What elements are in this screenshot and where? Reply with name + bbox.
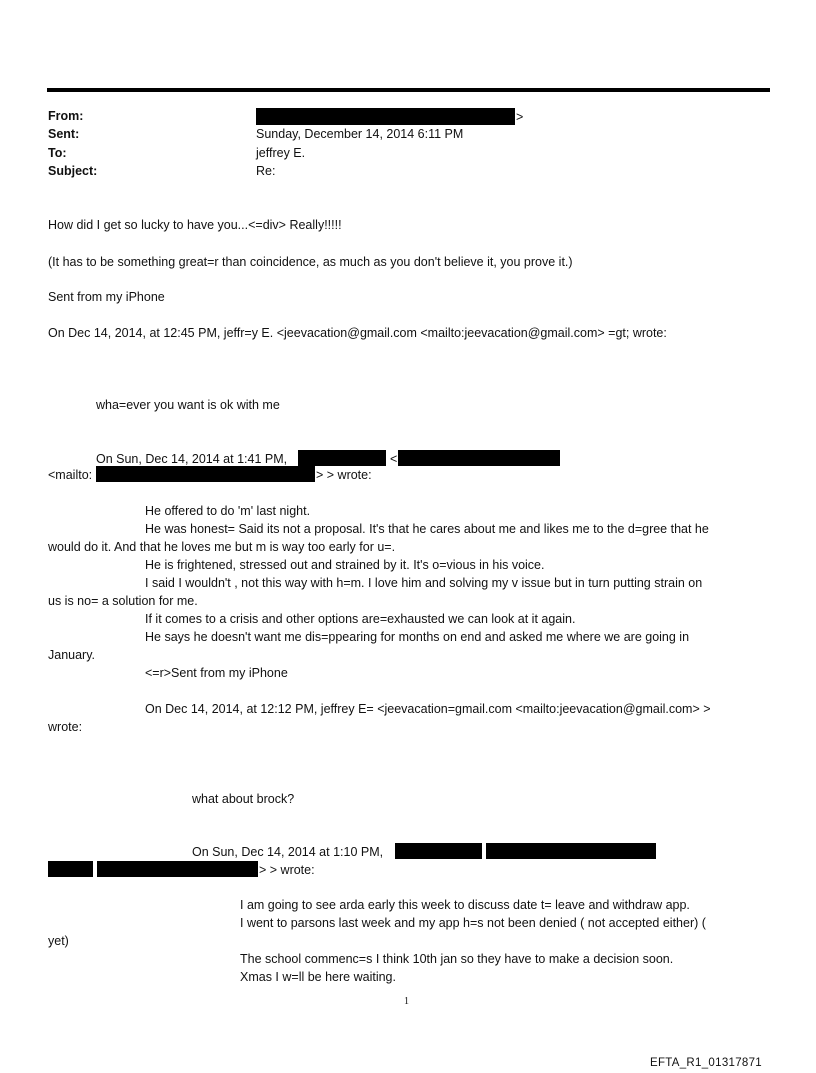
redaction-email: [398, 450, 560, 466]
quote-attribution: On Dec 14, 2014, at 12:12 PM, jeffrey E= <jeevacation=gmail.com <mailto:jeevacation@gmail.com> >: [145, 702, 711, 716]
quote-attribution-wrote: > > wrote:: [259, 863, 315, 877]
quote-line: He says he doesn't want me dis=ppearing for months on end and asked me where we are going in: [145, 630, 690, 644]
body-line: Sent from my iPhone: [48, 290, 165, 304]
from-label: From:: [48, 109, 84, 123]
redaction-name: [395, 843, 482, 859]
quote-attribution: wrote:: [48, 720, 83, 734]
redaction-mailto: [96, 466, 315, 482]
quote-attribution-wrote: > > wrote:: [316, 468, 372, 482]
quote-line: I went to parsons last week and my app h=s not been denied ( not accepted either) (: [240, 916, 706, 930]
quote-attribution: On Sun, Dec 14, 2014 at 1:41 PM,: [96, 452, 288, 466]
page-number: 1: [404, 996, 409, 1007]
quote-line: Xmas I w=ll be here waiting.: [240, 970, 396, 984]
quote-line: would do it. And that he loves me but m is way too early for u=.: [48, 540, 396, 554]
redaction-email: [486, 843, 656, 859]
body-line: How did I get so lucky to have you...<=div> Really!!!!!: [48, 218, 342, 232]
quote-line: I said I wouldn't , not this way with h=m. I love him and solving my v issue but in turn putting strain on: [145, 576, 703, 590]
sent-value: Sunday, December 14, 2014 6:11 PM: [256, 127, 464, 141]
quote-attribution: On Dec 14, 2014, at 12:45 PM, jeffr=y E. <jeevacation@gmail.com <mailto:jeevacation@gmail.com> =gt; wrote:: [48, 326, 667, 340]
quote-line: yet): [48, 934, 69, 948]
from-suffix: >: [516, 110, 524, 124]
quote-attribution: On Sun, Dec 14, 2014 at 1:10 PM,: [192, 845, 384, 859]
redaction-from: [256, 108, 515, 125]
redaction-email: [97, 861, 258, 877]
header-rule: [47, 88, 770, 92]
quote-line: I am going to see arda early this week to discuss date t= leave and withdraw app.: [240, 898, 690, 912]
quote-line: wha=ever you want is ok with me: [96, 398, 280, 412]
quote-line: us is no= a solution for me.: [48, 594, 198, 608]
sent-label: Sent:: [48, 127, 80, 141]
quote-line: He offered to do 'm' last night.: [145, 504, 311, 518]
quote-line: <=r>Sent from my iPhone: [145, 666, 288, 680]
redaction-name: [298, 450, 386, 466]
subject-label: Subject:: [48, 164, 98, 178]
subject-value: Re:: [256, 164, 276, 178]
quote-line: The school commenc=s I think 10th jan so they have to make a decision soon.: [240, 952, 674, 966]
quote-attribution-mailto: <mailto:: [48, 468, 93, 482]
quote-line: If it comes to a crisis and other options are=exhausted we can look at it again.: [145, 612, 576, 626]
to-value: jeffrey E.: [256, 146, 306, 160]
quote-line: He is frightened, stressed out and strained by it. It's o=vious in his voice.: [145, 558, 545, 572]
redaction-name: [48, 861, 93, 877]
body-line: (It has to be something great=r than coincidence, as much as you don't believe it, you prove it.): [48, 255, 573, 269]
quote-line: He was honest= Said its not a proposal. It's that he cares about me and likes me to the d=gree that he: [145, 522, 709, 536]
document-id: EFTA_R1_01317871: [650, 1057, 762, 1069]
to-label: To:: [48, 146, 67, 160]
quote-line: what about brock?: [192, 792, 295, 806]
quote-attribution-lt: <: [390, 452, 398, 466]
quote-line: January.: [48, 648, 96, 662]
